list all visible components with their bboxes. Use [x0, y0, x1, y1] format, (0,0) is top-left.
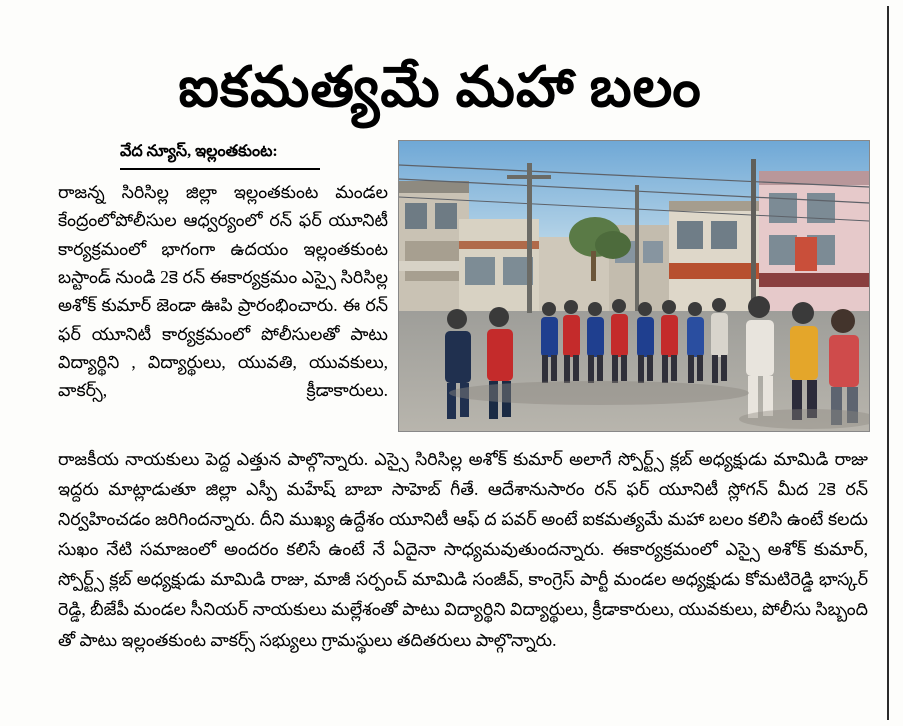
column-divider-rule [887, 6, 889, 720]
intro-paragraph: రాజన్న సిరిసిల్ల జిల్లా ఇల్లంతకుంట మండల కేంద్రంలోపోలీసుల ఆధ్వర్యంలో రన్ ఫర్ యూనిటీ కార్యక్రమంలో భాగంగా ఉదయం ఇల్లంతకుంట బస్టాండ్ నుండి 2కె రన్ ఈకార్యక్రమం ఎస్సై సిరిసిల్ల అశోక్ కుమార్ జెండా ఊపి ప్రారంభించారు. ఈ రన్ ఫర్ యూనిటీ కార్యక్రమంలో పోలీసులతో పాటు విద్యార్థిని , విద్యార్థులు, యువతి, యువకులు, వాకర్స్, క్రీడాకారులు. [58, 182, 388, 401]
article-photo [398, 140, 870, 432]
byline: వేద న్యూస్, ఇల్లంతకుంట: [120, 143, 278, 160]
body-paragraph-2: ఈకార్యక్రమంలో ఎస్సై అశోక్ కుమార్, స్పోర్ట్స్ క్లబ్ అధ్యక్షుడు మామిడి రాజు, మాజీ సర్పంచ్ మామిడి సంజీవ్, కాంగ్రెస్ పార్టీ మండల అధ్యక్షుడు కోమటిరెడ్డి భాస్కర్ రెడ్డి, బీజేపీ మండల సీనియర్ నాయకులు మల్లేశంతో పాటు విద్యార్థిని విద్యార్థులు, క్రీడాకారులు, యువకులు, పోలీసు సిబ్బంది తో పాటు ఇల్లంతకుంట వాకర్స్ సభ్యులు గ్రామస్థులు తదితరులు పాల్గొన్నారు. [58, 539, 868, 650]
page-title: ఐకమత్యమే మహా బలం [178, 56, 702, 119]
article-body [58, 444, 868, 655]
body-paragraph-1: రాజకీయ నాయకులు పెద్ద ఎత్తున పాల్గొన్నారు. ఎస్సై సిరిసిల్ల అశోక్ కుమార్ అలాగే స్పోర్ట్స్ క్లబ్ అధ్యక్షుడు మామిడి రాజు ఇద్దరు మాట్లాడుతూ జిల్లా ఎస్పీ మహేష్ బాబా సాహెబ్ గీతే. ఆదేశానుసారం రన్ ఫర్ యూనిటీ స్లోగన్ మీద 2కె రన్ నిర్వహించడం జరిగిందన్నారు. దీని ముఖ్య ఉద్దేశం యూనిటీ ఆఫ్ ద పవర్ అంటే ఐకమత్యమే మహా బలం కలిసి ఉంటే కలదు సుఖం నేటి సమాజంలో అందరం కలిసే ఉంటే నే ఏదైనా సాధ్యమవుతుందన్నారు. [58, 449, 868, 560]
byline-underline [120, 168, 320, 170]
photo-illustration [399, 141, 869, 431]
